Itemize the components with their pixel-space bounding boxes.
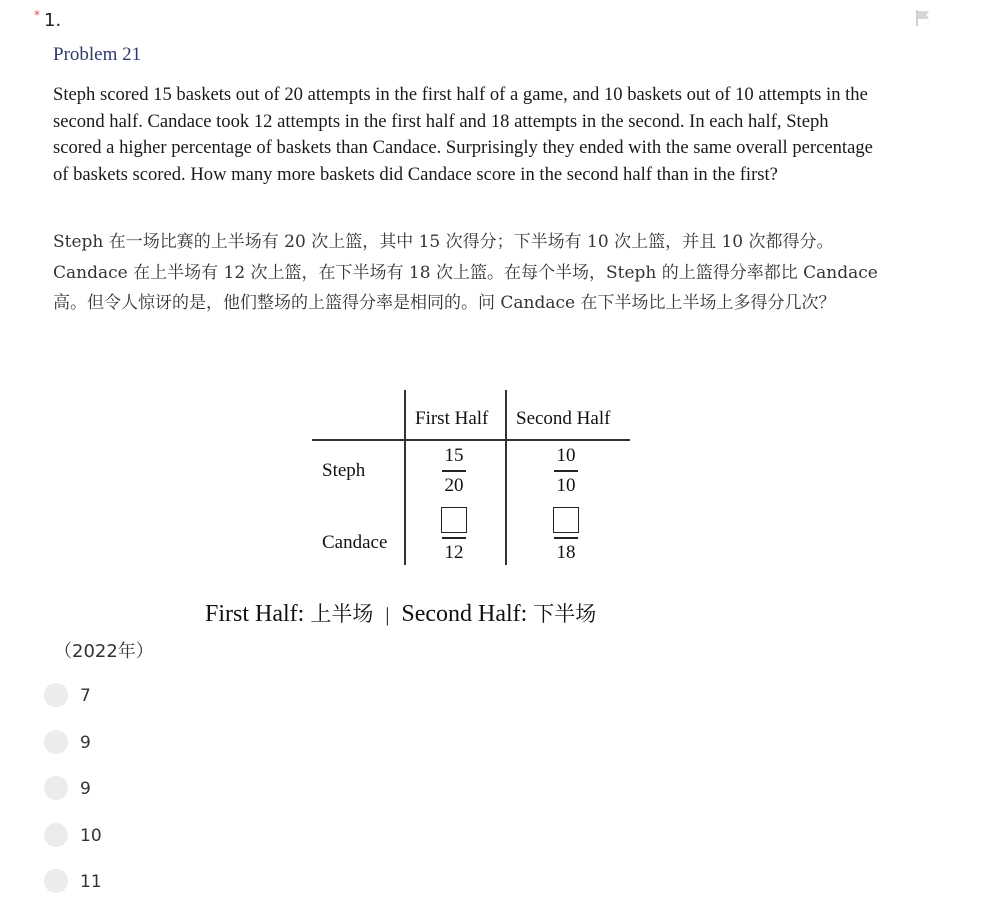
fraction-numerator: 10	[556, 445, 576, 466]
fraction-denominator: 10	[556, 474, 576, 496]
legend-first-label: First Half:	[205, 601, 305, 627]
legend-separator: |	[385, 604, 390, 626]
answer-option[interactable]	[44, 869, 102, 916]
radio-button[interactable]	[44, 683, 68, 707]
fraction-bar	[442, 470, 466, 472]
column-header-first-half: First Half	[415, 408, 489, 429]
option-label: 11	[80, 872, 102, 892]
required-asterisk: *	[34, 8, 40, 22]
table-divider-vertical-1	[404, 390, 406, 565]
steph-first-half-fraction	[434, 445, 474, 497]
option-label: 9	[80, 779, 91, 799]
answer-option[interactable]	[44, 823, 102, 870]
option-label: 10	[80, 825, 102, 846]
table-divider-horizontal	[312, 439, 630, 441]
fraction-numerator: 15	[444, 445, 464, 466]
baskets-table-figure	[300, 380, 660, 580]
radio-button[interactable]	[44, 823, 68, 847]
option-label: 9	[80, 732, 91, 753]
radio-button[interactable]	[44, 776, 68, 800]
problem-title: Problem 21	[53, 44, 142, 65]
row-label-steph: Steph	[322, 460, 366, 481]
answer-option[interactable]	[44, 776, 102, 823]
problem-text-chinese: Steph 在一场比赛的上半场有 20 次上篮，其中 15 次得分；下半场有 10 次上篮，并且 10 次都得分。Candace 在上半场有 12 次上篮，在下半场有 18 次上篮。在每个半场，Steph 的上篮得分率都比 Candace 高。但令人惊讶的是，他们整场的上篮得分率是相同的。问 Candace 在下半场比上半场上多得分几次？	[53, 232, 878, 313]
radio-button[interactable]	[44, 869, 68, 893]
fraction-bar	[554, 537, 578, 539]
unknown-box	[441, 507, 467, 533]
answer-options	[44, 683, 102, 916]
fraction-denominator: 18	[556, 541, 576, 563]
steph-second-half-fraction	[546, 445, 586, 497]
flag-icon[interactable]	[914, 9, 932, 27]
answer-option[interactable]	[44, 683, 102, 730]
candace-second-half-fraction	[546, 507, 586, 564]
legend-second-chinese: 下半场	[533, 602, 597, 626]
fraction-denominator: 20	[444, 474, 464, 496]
year-label: （2022年）	[54, 641, 154, 662]
radio-button[interactable]	[44, 730, 68, 754]
problem-text-english: Steph scored 15 baskets out of 20 attempts in the first half of a game, and 10 baskets out of 10 attempts in the second half. Candace took 12 attempts in the first half and 18 attempts in the second. In each half, Steph scored a higher percentage of baskets than Candace. Surprisingly they ended with the same overall percentage of baskets scored. How many more baskets did Candace score in the second half than in the first?	[53, 84, 873, 185]
half-legend	[205, 598, 596, 628]
legend-second-label: Second Half:	[401, 601, 528, 627]
table-divider-vertical-2	[505, 390, 507, 565]
fraction-bar	[442, 537, 466, 539]
answer-option[interactable]	[44, 730, 102, 777]
question-number: 1.	[44, 10, 62, 31]
legend-first-chinese: 上半场	[310, 602, 374, 626]
fraction-denominator: 12	[444, 541, 464, 563]
row-label-candace: Candace	[322, 532, 388, 553]
candace-first-half-fraction	[434, 507, 474, 564]
fraction-bar	[554, 470, 578, 472]
option-label: 7	[80, 686, 91, 706]
unknown-box	[553, 507, 579, 533]
column-header-second-half: Second Half	[516, 408, 611, 429]
